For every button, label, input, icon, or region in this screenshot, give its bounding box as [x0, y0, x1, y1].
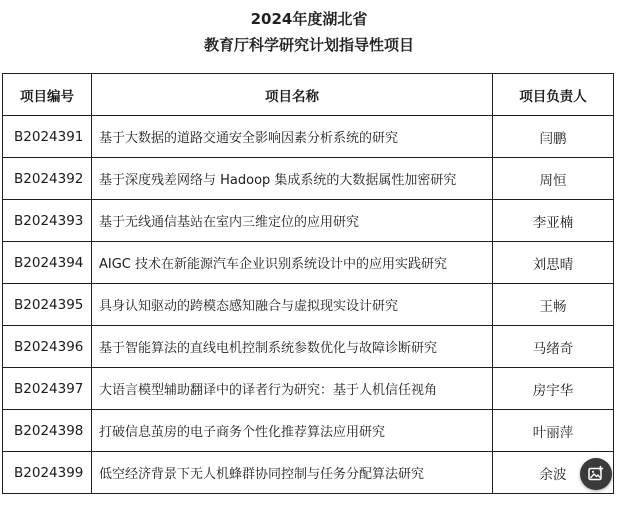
project-id-cell: B2024396 — [3, 326, 92, 368]
table-row — [3, 242, 614, 284]
project-lead-cell: 余波 — [493, 452, 614, 494]
table-row — [3, 452, 614, 494]
project-name-cell: 低空经济背景下无人机蜂群协同控制与任务分配算法研究 — [92, 452, 493, 494]
project-name-cell: 打破信息茧房的电子商务个性化推荐算法应用研究 — [92, 410, 493, 452]
table-row — [3, 368, 614, 410]
title-line-2: 教育厅科学研究计划指导性项目 — [203, 36, 414, 54]
project-id-cell: B2024392 — [3, 158, 92, 200]
project-name-cell: 基于无线通信基站在室内三维定位的应用研究 — [92, 200, 493, 242]
project-name-cell: 具身认知驱动的跨模态感知融合与虚拟现实设计研究 — [92, 284, 493, 326]
project-lead-cell: 房宇华 — [493, 368, 614, 410]
project-lead-cell: 王畅 — [493, 284, 614, 326]
image-edit-icon — [587, 465, 605, 483]
project-id-cell: B2024395 — [3, 284, 92, 326]
project-name-cell: AIGC 技术在新能源汽车企业识别系统设计中的应用实践研究 — [92, 242, 493, 284]
project-name-cell: 基于大数据的道路交通安全影响因素分析系统的研究 — [92, 116, 493, 158]
project-id-cell: B2024393 — [3, 200, 92, 242]
project-lead-cell: 叶丽萍 — [493, 410, 614, 452]
table-row — [3, 200, 614, 242]
document-title — [0, 6, 618, 58]
project-lead-cell: 马绪奇 — [493, 326, 614, 368]
table-row — [3, 410, 614, 452]
table-header-row — [3, 74, 614, 116]
project-id-cell: B2024397 — [3, 368, 92, 410]
table-row — [3, 326, 614, 368]
image-edit-button[interactable] — [580, 458, 612, 490]
project-id-cell: B2024399 — [3, 452, 92, 494]
project-name-cell: 基于深度残差网络与 Hadoop 集成系统的大数据属性加密研究 — [92, 158, 493, 200]
project-name-cell: 基于智能算法的直线电机控制系统参数优化与故障诊断研究 — [92, 326, 493, 368]
project-lead-cell: 刘思晴 — [493, 242, 614, 284]
table-row — [3, 284, 614, 326]
header-project-name: 项目名称 — [92, 74, 493, 116]
project-lead-cell: 李亚楠 — [493, 200, 614, 242]
table-row — [3, 116, 614, 158]
project-id-cell: B2024391 — [3, 116, 92, 158]
header-project-lead: 项目负责人 — [493, 74, 614, 116]
project-table — [2, 73, 614, 494]
table-row — [3, 158, 614, 200]
project-lead-cell: 闫鹏 — [493, 116, 614, 158]
project-lead-cell: 周恒 — [493, 158, 614, 200]
project-id-cell: B2024394 — [3, 242, 92, 284]
title-line-1: 2024年度湖北省 — [250, 10, 368, 28]
project-id-cell: B2024398 — [3, 410, 92, 452]
project-name-cell: 大语言模型辅助翻译中的译者行为研究：基于人机信任视角 — [92, 368, 493, 410]
header-project-id: 项目编号 — [3, 74, 92, 116]
